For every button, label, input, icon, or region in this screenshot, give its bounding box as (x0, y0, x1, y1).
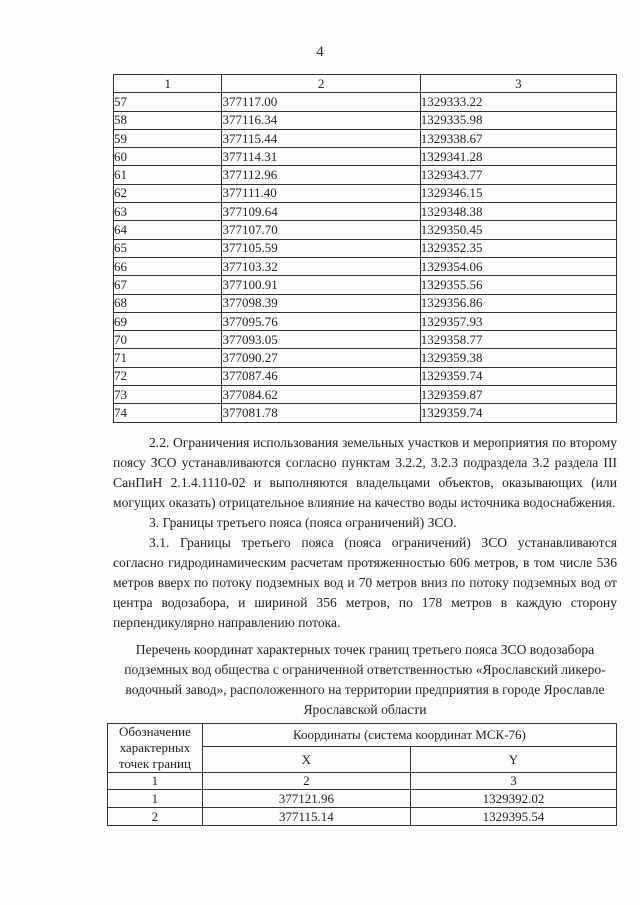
paragraph-3: 3. Границы третьего пояса (пояса ограничений) ЗСО. (149, 515, 457, 530)
table-row (114, 129, 617, 147)
table-cell: 1329359.74 (420, 367, 616, 385)
table-cell: 62 (114, 184, 222, 202)
table-row (114, 312, 617, 330)
table-cell: 70 (114, 331, 222, 349)
table-header-cell: 2 (202, 773, 410, 790)
coordinates-table-continued (113, 74, 617, 423)
table-row (114, 404, 617, 422)
table-cell: 377087.46 (222, 367, 420, 385)
table-cell: 1329352.35 (420, 239, 616, 257)
table-cell: 1329355.56 (420, 276, 616, 294)
table-cell: 72 (114, 367, 222, 385)
table-row (114, 367, 617, 385)
paragraph-2-2: 2.2. Ограничения использования земельных участков и мероприятия по второму поясу ЗСО устанавливаются согласно пунктам 3.2.2, 3.2.3 подраздела 3.2 раздела III СанПиН 2.1.4.1110-02 и выполняются владельцами объектов, оказывающих (или могущих оказать) отрицательное влияние на качество воды источника водоснабжения. (113, 435, 617, 510)
table-cell: 59 (114, 129, 222, 147)
table-cell: 1329346.15 (420, 184, 616, 202)
table-cell: 73 (114, 386, 222, 404)
table-cell: 377081.78 (222, 404, 420, 422)
table-cell: 1329358.77 (420, 331, 616, 349)
table-cell: 66 (114, 257, 222, 275)
point-designation-header: Обозначение характерных точек границ (108, 724, 203, 773)
table-row (108, 808, 617, 826)
table-header-cell: 1 (108, 773, 203, 790)
x-header: X (202, 747, 410, 773)
table-cell: 377098.39 (222, 294, 420, 312)
paragraph-3-1: 3.1. Границы третьего пояса (пояса ограничений) ЗСО устанавливаются согласно гидродинамическим расчетам протяженностью 606 метров, в том числе 536 метров вверх по потоку подземных вод и 70 метров вниз по потоку подземных вод от центра водозабора, и шириной 356 метров, по 178 метров в каждую сторону перпендикулярно направлению потока. (113, 535, 617, 630)
column-number-row (108, 773, 617, 790)
table-title: Перечень координат характерных точек границ третьего пояса ЗСО водозабора подземных вод общества с ограниченной ответственностью «Ярославский ликеро-водочный завод», расположенного на территории предприятия в городе Ярославле Ярославской области (124, 642, 606, 717)
table-cell: 1329357.93 (420, 312, 616, 330)
body-text (113, 433, 617, 633)
table-cell: 58 (114, 111, 222, 129)
table-cell: 61 (114, 166, 222, 184)
table-row (114, 93, 617, 111)
table-cell: 1329392.02 (410, 790, 616, 808)
table-cell: 2 (108, 808, 203, 826)
table-cell: 1329348.38 (420, 203, 616, 221)
table-cell: 57 (114, 93, 222, 111)
table-cell: 1329354.06 (420, 257, 616, 275)
table-row (108, 790, 617, 808)
table-row (114, 386, 617, 404)
table-row (114, 184, 617, 202)
table-row (114, 276, 617, 294)
y-header: Y (410, 747, 616, 773)
table-cell: 1329359.38 (420, 349, 616, 367)
table-header-cell: 2 (222, 75, 420, 93)
table-cell: 1329338.67 (420, 129, 616, 147)
table-cell: 65 (114, 239, 222, 257)
table-row (114, 239, 617, 257)
table-cell: 377095.76 (222, 312, 420, 330)
table-cell: 71 (114, 349, 222, 367)
table-row (114, 294, 617, 312)
table-cell: 63 (114, 203, 222, 221)
table-cell: 1329359.74 (420, 404, 616, 422)
table-cell: 377121.96 (202, 790, 410, 808)
table-cell: 377105.59 (222, 239, 420, 257)
table-header-row (114, 75, 617, 93)
table-cell: 64 (114, 221, 222, 239)
page-number: 4 (316, 44, 324, 60)
table-cell: 377100.91 (222, 276, 420, 294)
table-cell: 377115.44 (222, 129, 420, 147)
table-cell: 377115.14 (202, 808, 410, 826)
table-cell: 1 (108, 790, 203, 808)
table-cell: 377103.32 (222, 257, 420, 275)
table-cell: 74 (114, 404, 222, 422)
table-cell: 69 (114, 312, 222, 330)
table-cell: 1329335.98 (420, 111, 616, 129)
table-header-cell: 1 (114, 75, 222, 93)
table-cell: 377117.00 (222, 93, 420, 111)
table-row (114, 349, 617, 367)
table-cell: 1329333.22 (420, 93, 616, 111)
table-cell: 377109.64 (222, 203, 420, 221)
table-row (114, 221, 617, 239)
table-cell: 377114.31 (222, 148, 420, 166)
table-cell: 1329341.28 (420, 148, 616, 166)
table-row (114, 148, 617, 166)
table-header-row (108, 724, 617, 747)
table-cell: 1329343.77 (420, 166, 616, 184)
table-cell: 377093.05 (222, 331, 420, 349)
table-cell: 377090.27 (222, 349, 420, 367)
table-cell: 1329350.45 (420, 221, 616, 239)
coordinates-header: Координаты (система координат МСК-76) (202, 724, 616, 747)
table-header-cell: 3 (410, 773, 616, 790)
table-cell: 67 (114, 276, 222, 294)
table-cell: 377111.40 (222, 184, 420, 202)
table-row (114, 257, 617, 275)
table-cell: 377116.34 (222, 111, 420, 129)
table-row (114, 331, 617, 349)
table-row (114, 111, 617, 129)
third-zone-coordinates-table (107, 723, 617, 826)
table-row (114, 203, 617, 221)
table-cell: 60 (114, 148, 222, 166)
table-cell: 1329395.54 (410, 808, 616, 826)
table-header-cell: 3 (420, 75, 616, 93)
table-cell: 68 (114, 294, 222, 312)
table-cell: 377084.62 (222, 386, 420, 404)
table-row (114, 166, 617, 184)
table-cell: 377107.70 (222, 221, 420, 239)
table-cell: 1329359.87 (420, 386, 616, 404)
table-cell: 1329356.86 (420, 294, 616, 312)
table-cell: 377112.96 (222, 166, 420, 184)
